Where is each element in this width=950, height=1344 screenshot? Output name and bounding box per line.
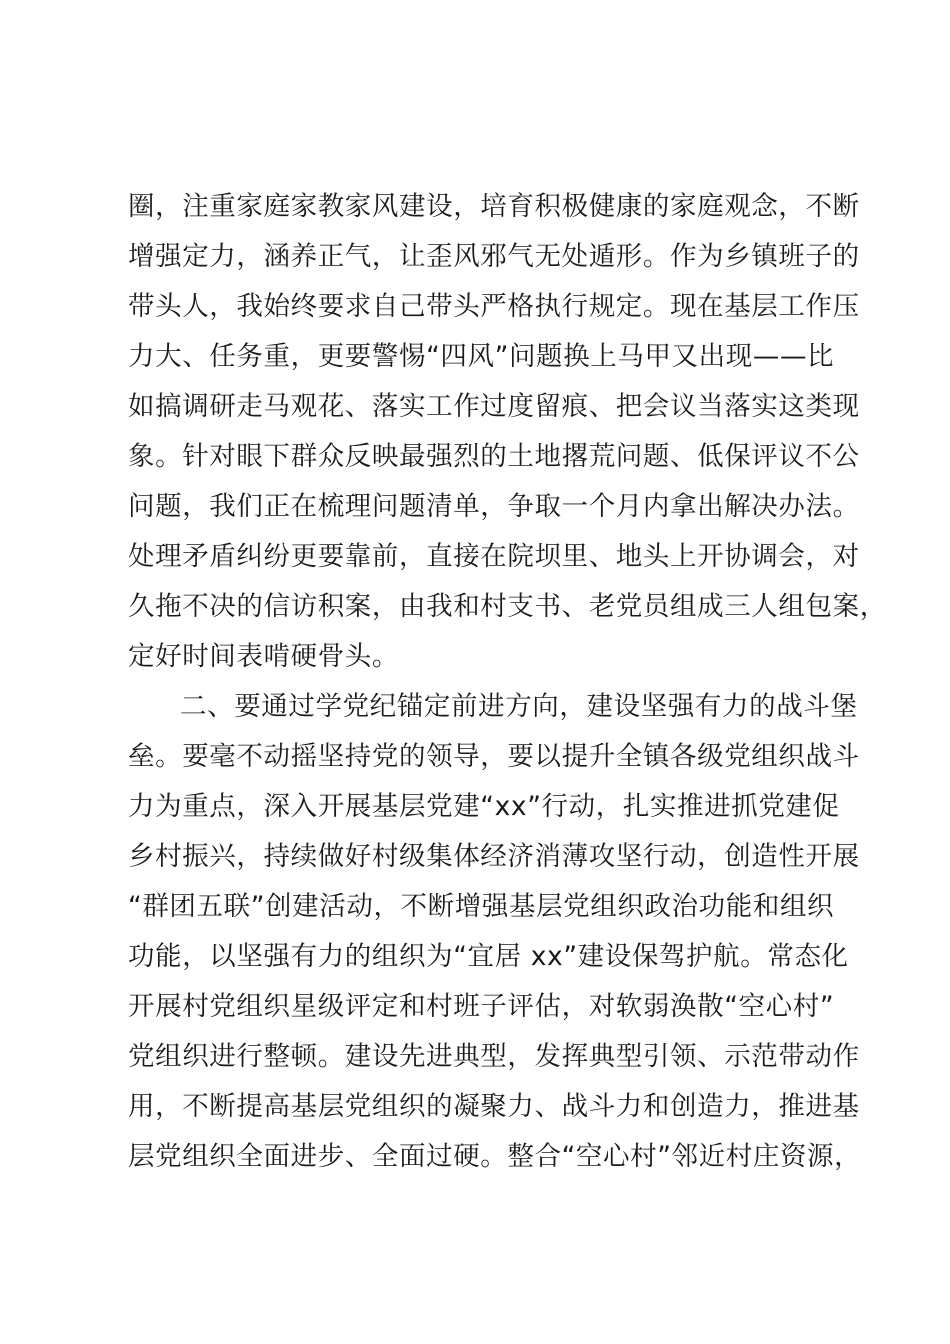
text-line-6: 象。针对眼下群众反映最强烈的土地撂荒问题、低保评议不公 — [128, 441, 860, 472]
text-line-1: 圈，注重家庭家教家风建设，培育积极健康的家庭观念，不断 — [128, 191, 860, 222]
text-line-20: 层党组织全面进步、全面过硬。整合“空心村”邻近村庄资源， — [128, 1141, 862, 1172]
text-line-19: 用，不断提高基层党组织的凝聚力、战斗力和创造力，推进基 — [128, 1091, 860, 1122]
text-line-17: 开展村党组织星级评定和村班子评估，对软弱涣散“空心村” — [128, 991, 835, 1022]
section-heading-line: 二、要通过学党纪锚定前进方向，建设坚强有力的战斗堡 — [180, 691, 858, 722]
text-line-13: 力为重点，深入开展基层党建“xx”行动，扎实推进抓党建促 — [128, 791, 840, 822]
text-line-4: 力大、任务重，更要警惕“四风”问题换上马甲又出现——比 — [128, 341, 835, 372]
text-line-7: 问题，我们正在梳理问题清单，争取一个月内拿出解决办法。 — [128, 491, 860, 522]
text-line-2: 增强定力，涵养正气，让歪风邪气无处遁形。作为乡镇班子的 — [128, 241, 860, 272]
text-line-3: 带头人，我始终要求自己带头严格执行规定。现在基层工作压 — [128, 291, 860, 322]
text-line-15: “群团五联”创建活动，不断增强基层党组织政治功能和组织 — [128, 891, 835, 922]
text-line-8: 处理矛盾纠纷更要靠前，直接在院坝里、地头上开协调会，对 — [128, 541, 860, 572]
text-line-12: 垒。要毫不动摇坚持党的领导，要以提升全镇各级党组织战斗 — [128, 741, 860, 772]
text-line-16: 功能，以坚强有力的组织为“宜居 xx”建设保驾护航。常态化 — [128, 941, 849, 972]
text-line-14: 乡村振兴，持续做好村级集体经济消薄攻坚行动，创造性开展 — [128, 841, 860, 872]
text-line-9: 久拖不决的信访积案，由我和村支书、老党员组成三人组包案， — [128, 591, 887, 622]
text-line-5: 如搞调研走马观花、落实工作过度留痕、把会议当落实这类现 — [128, 391, 860, 422]
text-line-10: 定好时间表啃硬骨头。 — [128, 641, 399, 672]
text-line-18: 党组织进行整顿。建设先进典型，发挥典型引领、示范带动作 — [128, 1041, 860, 1072]
